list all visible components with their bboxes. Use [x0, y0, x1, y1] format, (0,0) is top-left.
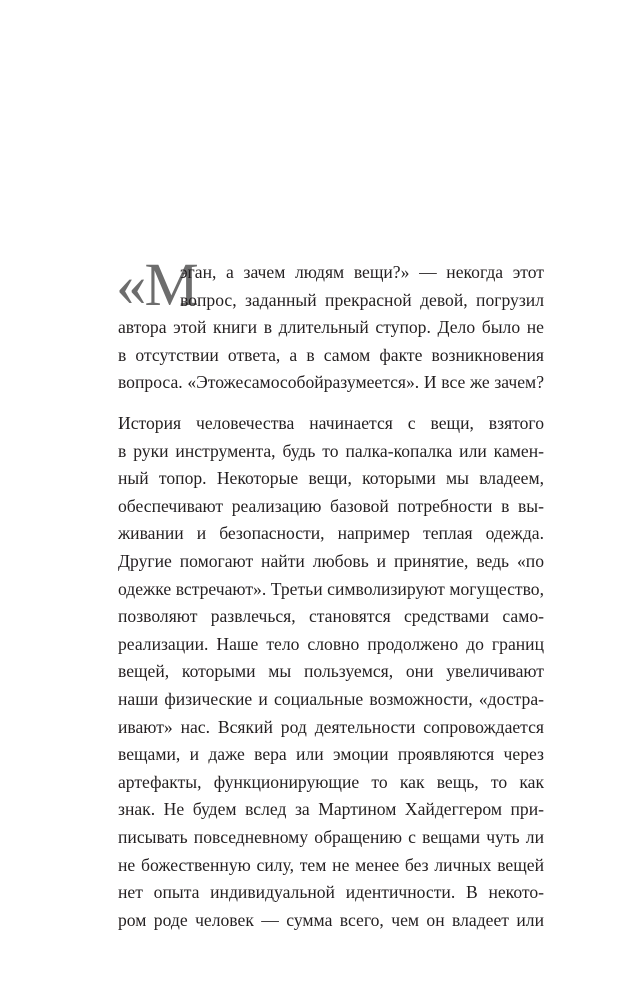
text-line: писывать повседневному обращению с вещами чуть ли — [118, 826, 544, 847]
text-line: вопроса. «Этожесамособойразумеется». И все же зачем? — [118, 372, 544, 393]
body-paragraph — [118, 410, 544, 934]
text-line: эган, а зачем людям вещи?» — некогда этот — [180, 262, 544, 282]
text-line: реализации. Наше тело словно продолжено до границ — [118, 633, 544, 654]
text-line: нет опыта индивидуальной идентичности. В некото- — [118, 882, 544, 903]
text-line: ный топор. Некоторые вещи, которыми мы владеем, — [118, 468, 544, 489]
text-line: История человечества начинается с вещи, взятого — [118, 413, 544, 433]
text-line: обеспечивают реализацию базовой потребности в вы- — [118, 495, 544, 516]
text-line: автора этой книги в длительный ступор. Дело было не — [118, 317, 544, 338]
text-line: одежке встречают». Третьи символизируют могущество, — [118, 578, 544, 599]
text-line: живании и безопасности, например теплая одежда. — [118, 523, 544, 544]
text-line: не божественную силу, тем не менее без личных вещей — [118, 854, 544, 875]
opening-paragraph — [116, 252, 544, 397]
drop-cap: «М — [116, 252, 197, 319]
text-line: Другие помогают найти любовь и принятие, ведь «по — [118, 550, 544, 571]
text-line: вещами, и даже вера или эмоции проявляются через — [118, 744, 544, 765]
text-line: вопрос, заданный прекрасной девой, погрузил — [180, 289, 544, 310]
text-line: позволяют развлечься, становятся средствами само- — [118, 606, 544, 627]
text-line: наши физические и социальные возможности, «достра- — [118, 688, 544, 709]
text-line: в руки инструмента, будь то палка-копалка или камен- — [118, 440, 544, 461]
text-line: знак. Не будем вслед за Мартином Хайдеггером при- — [118, 799, 544, 820]
text-line: артефакты, функционирующие то как вещь, то как — [118, 771, 544, 792]
dropcap-lines — [180, 259, 544, 314]
text-line: вещей, которыми мы пользуемся, они увеличивают — [118, 661, 544, 682]
dropcap-row — [116, 252, 544, 319]
text-line: ром роде человек — сумма всего, чем он владеет или — [118, 909, 544, 930]
text-line: ивают» нас. Всякий род деятельности сопровождается — [118, 716, 544, 737]
text-line: в отсутствии ответа, а в самом факте возникновения — [118, 344, 544, 365]
